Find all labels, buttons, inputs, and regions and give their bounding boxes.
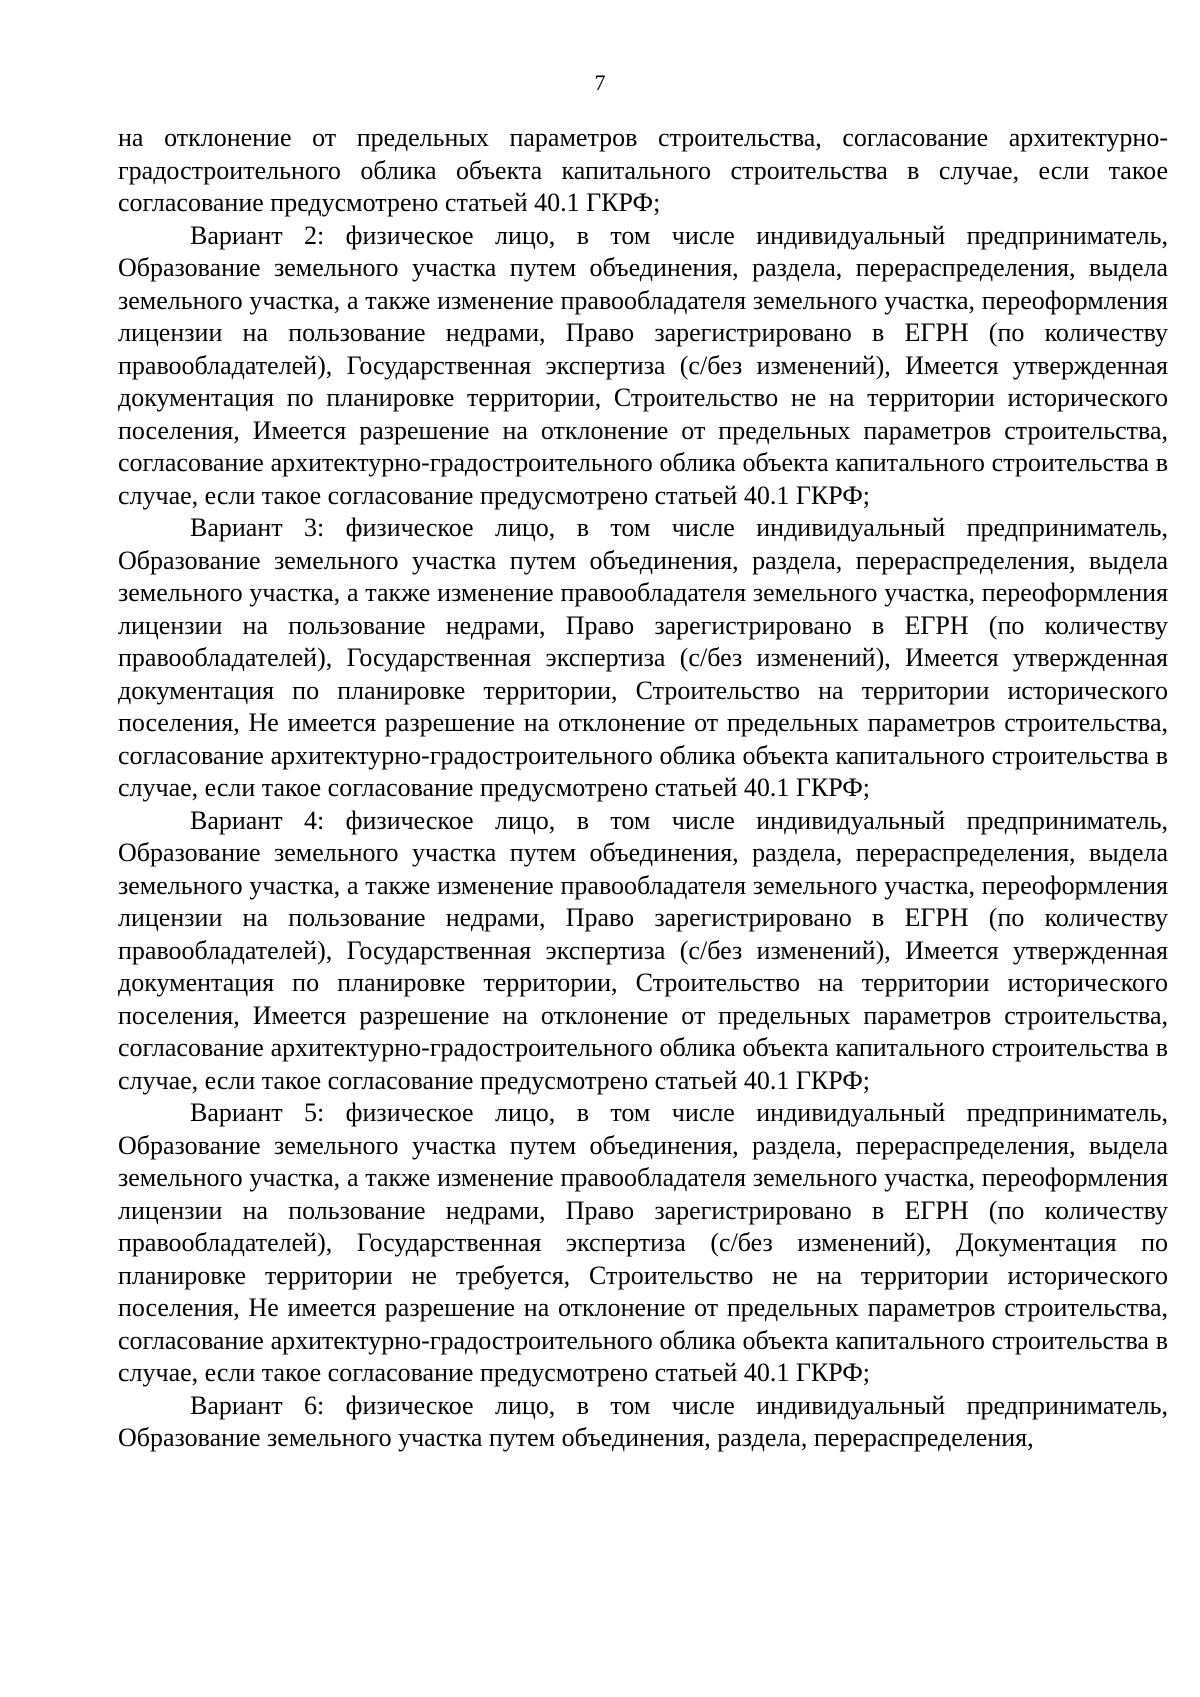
paragraph-variant-2: Вариант 2: физическое лицо, в том числе индивидуальный предприниматель, Образование земельного участка путем объединения, раздела, перераспределения, выдела земельного участка, а также изменение правообладателя земельного участка, переоформления лицензии на пользование недрами, Право зарегистрировано в ЕГРН (по количеству правообладателей), Государственная экспертиза (с/без изменений), Имеется утвержденная документация по планировке территории, Строительство не на территории исторического поселения, Имеется разрешение на отклонение от предельных параметров строительства, согласование архитектурно-градостроительного облика объекта капитального строительства в случае, если такое согласование предусмотрено статьей 40.1 ГКРФ; xyxy=(118,220,1168,510)
page-number: 7 xyxy=(594,70,606,95)
paragraph-variant-4: Вариант 4: физическое лицо, в том числе индивидуальный предприниматель, Образование земельного участка путем объединения, раздела, перераспределения, выдела земельного участка, а также изменение правообладателя земельного участка, переоформления лицензии на пользование недрами, Право зарегистрировано в ЕГРН (по количеству правообладателей), Государственная экспертиза (с/без изменений), Имеется утвержденная документация по планировке территории, Строительство на территории исторического поселения, Имеется разрешение на отклонение от предельных параметров строительства, согласование архитектурно-градостроительного облика объекта капитального строительства в случае, если такое согласование предусмотрено статьей 40.1 ГКРФ; xyxy=(118,805,1168,1095)
paragraph-variant-5: Вариант 5: физическое лицо, в том числе индивидуальный предприниматель, Образование земельного участка путем объединения, раздела, перераспределения, выдела земельного участка, а также изменение правообладателя земельного участка, переоформления лицензии на пользование недрами, Право зарегистрировано в ЕГРН (по количеству правообладателей), Государственная экспертиза (с/без изменений), Документация по планировке территории не требуется, Строительство не на территории исторического поселения, Не имеется разрешение на отклонение от предельных параметров строительства, согласование архитектурно-градостроительного облика объекта капитального строительства в случае, если такое согласование предусмотрено статьей 40.1 ГКРФ; xyxy=(118,1098,1168,1387)
paragraph-variant-6: Вариант 6: физическое лицо, в том числе индивидуальный предприниматель, Образование земельного участка путем объединения, раздела, перераспределения, xyxy=(118,1390,1168,1452)
paragraph-continuation: на отклонение от предельных параметров строительства, согласование архитектурно-градостроительного облика объекта капитального строительства в случае, если такое согласование предусмотрено статьей 40.1 ГКРФ; xyxy=(118,123,1168,217)
paragraph-variant-3: Вариант 3: физическое лицо, в том числе индивидуальный предприниматель, Образование земельного участка путем объединения, раздела, перераспределения, выдела земельного участка, а также изменение правообладателя земельного участка, переоформления лицензии на пользование недрами, Право зарегистрировано в ЕГРН (по количеству правообладателей), Государственная экспертиза (с/без изменений), Имеется утвержденная документация по планировке территории, Строительство на территории исторического поселения, Не имеется разрешение на отклонение от предельных параметров строительства, согласование архитектурно-градостроительного облика объекта капитального строительства в случае, если такое согласование предусмотрено статьей 40.1 ГКРФ; xyxy=(118,513,1168,802)
document-body xyxy=(118,122,1168,1455)
